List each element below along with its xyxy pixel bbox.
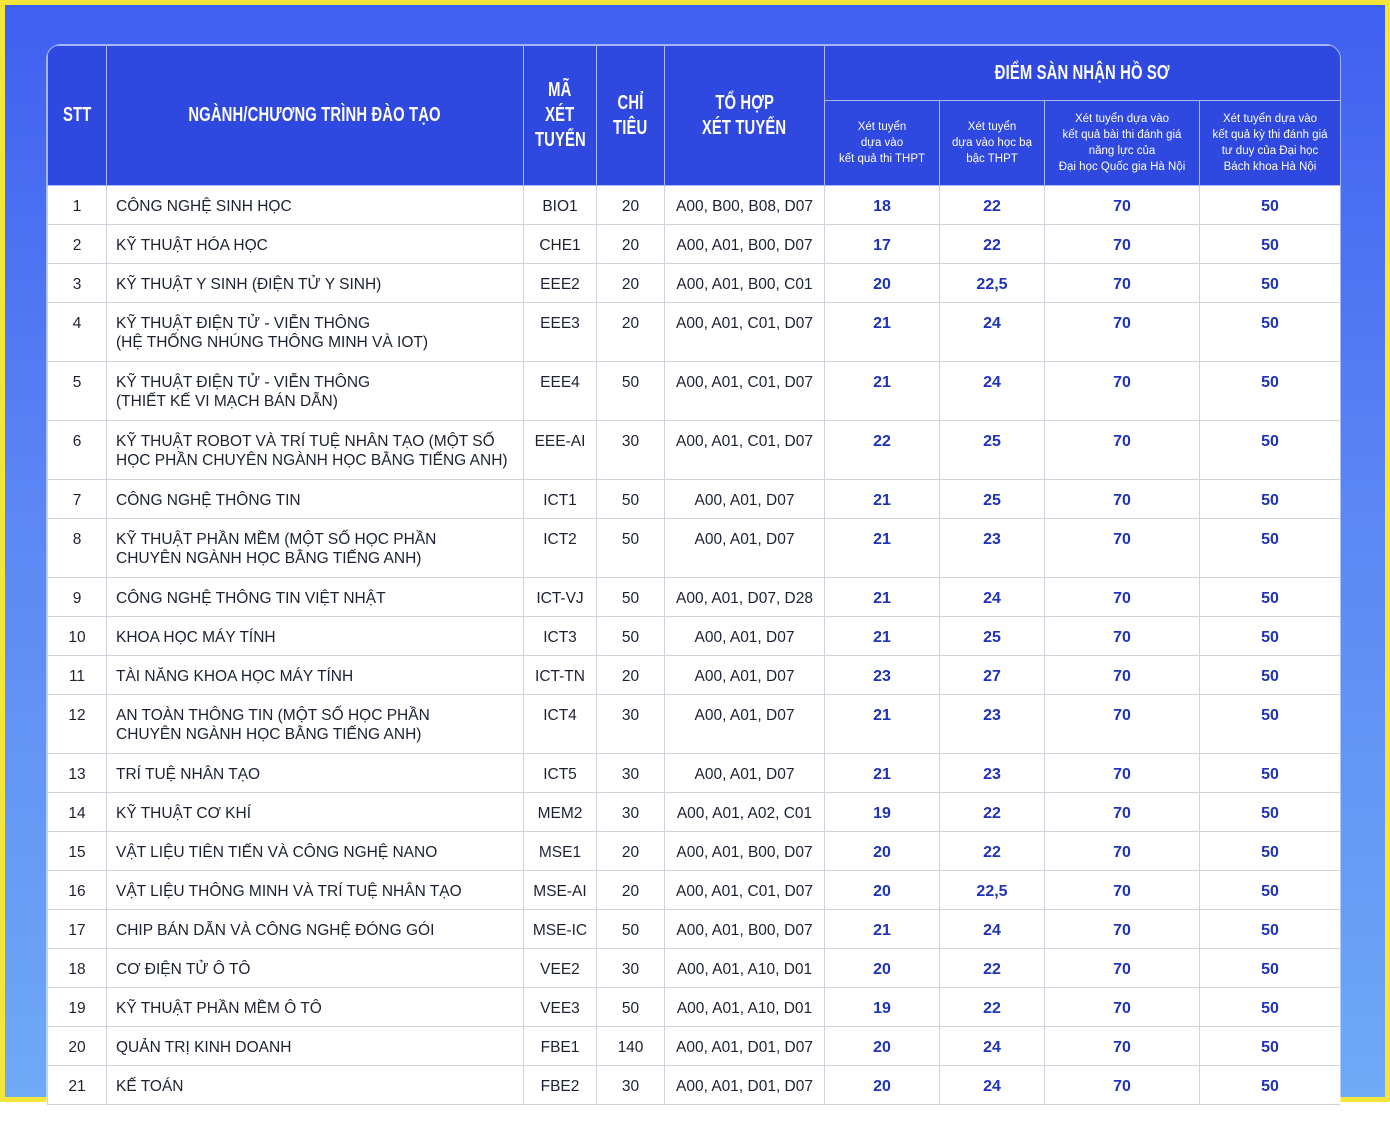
program-name-line: HỌC PHẦN CHUYÊN NGÀNH HỌC BẰNG TIẾNG ANH) (116, 452, 508, 469)
score-hocba-cell: 22 (940, 988, 1045, 1027)
score-dgtd-cell: 50 (1200, 617, 1341, 656)
score-thpt-cell: 20 (825, 832, 940, 871)
score-dgnl-cell: 70 (1045, 793, 1200, 832)
score-hocba-cell: 24 (940, 910, 1045, 949)
table-header (48, 46, 1341, 186)
combo-cell: A00, A01, D07 (665, 617, 825, 656)
program-name-line: QUẢN TRỊ KINH DOANH (116, 1039, 292, 1056)
program-name-cell (107, 421, 524, 480)
table-body (48, 186, 1341, 1105)
score-hocba-cell: 22 (940, 793, 1045, 832)
score-thpt-cell: 17 (825, 225, 940, 264)
quota-cell: 50 (597, 578, 665, 617)
table-row (48, 910, 1341, 949)
code-cell: ICT-VJ (524, 578, 597, 617)
stt-cell: 15 (48, 832, 107, 871)
score-thpt-cell: 21 (825, 910, 940, 949)
score-dgtd-cell: 50 (1200, 578, 1341, 617)
header-quota-line: CHỈ (617, 91, 644, 114)
program-name-line: KỸ THUẬT HÓA HỌC (116, 237, 268, 254)
score-hocba-cell: 25 (940, 617, 1045, 656)
header-sub-line: Xét tuyển (857, 121, 907, 133)
combo-cell: A00, A01, D07 (665, 656, 825, 695)
program-name-line: KỸ THUẬT ROBOT VÀ TRÍ TUỆ NHÂN TẠO (MỘT SỐ (116, 433, 495, 450)
score-dgnl-cell: 70 (1045, 617, 1200, 656)
combo-cell: A00, A01, B00, C01 (665, 264, 825, 303)
program-name-cell (107, 949, 524, 988)
score-dgtd-cell: 50 (1200, 793, 1341, 832)
quota-cell: 20 (597, 186, 665, 225)
program-name-cell (107, 264, 524, 303)
score-thpt-cell: 20 (825, 949, 940, 988)
code-cell: ICT2 (524, 519, 597, 578)
program-name-cell (107, 1066, 524, 1105)
score-hocba-cell: 22,5 (940, 264, 1045, 303)
quota-cell: 20 (597, 303, 665, 362)
stt-cell: 12 (48, 695, 107, 754)
score-thpt-cell: 21 (825, 754, 940, 793)
header-code-line: TUYỂN (534, 129, 586, 151)
header-sub-line: Đại học Quốc gia Hà Nội (1058, 161, 1186, 173)
program-name-cell (107, 362, 524, 421)
program-name-line: KỸ THUẬT ĐIỆN TỬ - VIỄN THÔNG (116, 374, 371, 391)
table-row (48, 793, 1341, 832)
score-hocba-cell: 25 (940, 421, 1045, 480)
score-thpt-cell: 19 (825, 793, 940, 832)
stt-cell: 4 (48, 303, 107, 362)
program-name-line: KỸ THUẬT Y SINH (ĐIỆN TỬ Y SINH) (116, 276, 382, 293)
score-dgnl-cell: 70 (1045, 754, 1200, 793)
program-name-cell (107, 832, 524, 871)
stt-cell: 10 (48, 617, 107, 656)
score-dgtd-cell: 50 (1200, 871, 1341, 910)
score-hocba-cell: 24 (940, 1027, 1045, 1066)
program-name-cell (107, 578, 524, 617)
header-sub-line: Bách khoa Hà Nội (1223, 161, 1317, 173)
header-code-line: XÉT (545, 104, 575, 126)
score-dgtd-cell: 50 (1200, 421, 1341, 480)
table-row (48, 421, 1341, 480)
program-name-line: CƠ ĐIỆN TỬ Ô TÔ (116, 961, 251, 978)
header-sub-line: kết quả thi THPT (838, 153, 926, 165)
score-hocba-cell: 25 (940, 480, 1045, 519)
score-dgnl-cell: 70 (1045, 519, 1200, 578)
quota-cell: 50 (597, 480, 665, 519)
score-hocba-cell: 22 (940, 949, 1045, 988)
header-sub-line: Xét tuyển dựa vào (1074, 113, 1169, 125)
score-dgnl-cell: 70 (1045, 362, 1200, 421)
score-dgnl-cell: 70 (1045, 421, 1200, 480)
score-dgnl-cell: 70 (1045, 264, 1200, 303)
header-stt-label: STT (62, 104, 92, 126)
program-name-cell (107, 225, 524, 264)
score-dgtd-cell: 50 (1200, 656, 1341, 695)
combo-cell: A00, B00, B08, D07 (665, 186, 825, 225)
program-name-line: TÀI NĂNG KHOA HỌC MÁY TÍNH (116, 668, 354, 685)
score-thpt-cell: 21 (825, 617, 940, 656)
score-dgnl-cell: 70 (1045, 480, 1200, 519)
admission-floor-score-table (47, 45, 1340, 1105)
table-row (48, 832, 1341, 871)
combo-cell: A00, A01, C01, D07 (665, 871, 825, 910)
score-dgnl-cell: 70 (1045, 832, 1200, 871)
score-hocba-cell: 22,5 (940, 871, 1045, 910)
combo-cell: A00, A01, A02, C01 (665, 793, 825, 832)
header-sub-dgnl (1045, 101, 1200, 186)
stt-cell: 9 (48, 578, 107, 617)
combo-cell: A00, A01, B00, D07 (665, 225, 825, 264)
admission-table-card (47, 45, 1340, 1145)
header-sub-line: dựa vào học bạ (952, 137, 1032, 149)
stt-cell: 19 (48, 988, 107, 1027)
score-thpt-cell: 20 (825, 871, 940, 910)
score-hocba-cell: 23 (940, 519, 1045, 578)
quota-cell: 20 (597, 871, 665, 910)
program-name-line: KỸ THUẬT CƠ KHÍ (116, 805, 252, 822)
program-name-cell (107, 1027, 524, 1066)
program-name-line: (HỆ THỐNG NHÚNG THÔNG MINH VÀ IOT) (116, 334, 429, 351)
code-cell: EEE3 (524, 303, 597, 362)
stt-cell: 11 (48, 656, 107, 695)
stt-cell: 3 (48, 264, 107, 303)
combo-cell: A00, A01, C01, D07 (665, 362, 825, 421)
table-row (48, 988, 1341, 1027)
program-name-line: AN TOÀN THÔNG TIN (MỘT SỐ HỌC PHẦN (116, 707, 430, 724)
score-hocba-cell: 22 (940, 186, 1045, 225)
program-name-line: CÔNG NGHỆ THÔNG TIN (116, 492, 301, 509)
header-sub-hocba (940, 101, 1045, 186)
score-thpt-cell: 22 (825, 421, 940, 480)
table-row (48, 949, 1341, 988)
score-dgnl-cell: 70 (1045, 695, 1200, 754)
score-dgnl-cell: 70 (1045, 949, 1200, 988)
combo-cell: A00, A01, D07 (665, 695, 825, 754)
program-name-cell (107, 519, 524, 578)
code-cell: ICT5 (524, 754, 597, 793)
score-dgnl-cell: 70 (1045, 910, 1200, 949)
table-row (48, 754, 1341, 793)
table-row (48, 264, 1341, 303)
program-name-cell (107, 754, 524, 793)
header-sub-line: Xét tuyển (967, 121, 1017, 133)
header-quota-line: TIÊU (613, 116, 648, 139)
header-sub-line: Xét tuyển dựa vào (1222, 113, 1317, 125)
program-name-line: CÔNG NGHỆ THÔNG TIN VIỆT NHẬT (116, 590, 386, 607)
score-dgnl-cell: 70 (1045, 578, 1200, 617)
header-sub-line: tư duy của Đại học (1221, 145, 1319, 157)
program-name-line: CHUYÊN NGÀNH HỌC BẰNG TIẾNG ANH) (116, 550, 422, 567)
score-thpt-cell: 19 (825, 988, 940, 1027)
code-cell: CHE1 (524, 225, 597, 264)
stt-cell: 7 (48, 480, 107, 519)
score-dgnl-cell: 70 (1045, 225, 1200, 264)
code-cell: VEE2 (524, 949, 597, 988)
header-quota (597, 46, 665, 186)
score-dgtd-cell: 50 (1200, 225, 1341, 264)
table-row (48, 303, 1341, 362)
score-dgnl-cell: 70 (1045, 186, 1200, 225)
header-program (107, 46, 524, 186)
score-hocba-cell: 22 (940, 832, 1045, 871)
combo-cell: A00, A01, B00, D07 (665, 832, 825, 871)
stt-cell: 5 (48, 362, 107, 421)
combo-cell: A00, A01, A10, D01 (665, 988, 825, 1027)
code-cell: VEE3 (524, 988, 597, 1027)
score-dgtd-cell: 50 (1200, 949, 1341, 988)
score-hocba-cell: 27 (940, 656, 1045, 695)
program-name-line: KHOA HỌC MÁY TÍNH (116, 629, 276, 646)
program-name-line: CÔNG NGHỆ SINH HỌC (116, 198, 292, 215)
table-row (48, 656, 1341, 695)
header-sub-line: kết quả kỳ thi đánh giá (1212, 129, 1328, 141)
quota-cell: 50 (597, 617, 665, 656)
header-combo-line: XÉT TUYỂN (702, 116, 787, 139)
table-row (48, 1066, 1341, 1105)
program-name-cell (107, 910, 524, 949)
program-name-cell (107, 793, 524, 832)
score-dgtd-cell: 50 (1200, 754, 1341, 793)
table-row (48, 871, 1341, 910)
score-thpt-cell: 23 (825, 656, 940, 695)
header-stt (48, 46, 107, 186)
quota-cell: 20 (597, 656, 665, 695)
header-floor-group (825, 46, 1341, 101)
quota-cell: 30 (597, 949, 665, 988)
stt-cell: 1 (48, 186, 107, 225)
combo-cell: A00, A01, D01, D07 (665, 1066, 825, 1105)
program-name-line: CHIP BÁN DẪN VÀ CÔNG NGHỆ ĐÓNG GÓI (116, 922, 435, 939)
score-hocba-cell: 24 (940, 1066, 1045, 1105)
score-hocba-cell: 24 (940, 578, 1045, 617)
score-dgnl-cell: 70 (1045, 1027, 1200, 1066)
code-cell: ICT-TN (524, 656, 597, 695)
score-dgtd-cell: 50 (1200, 362, 1341, 421)
quota-cell: 30 (597, 1066, 665, 1105)
stt-cell: 20 (48, 1027, 107, 1066)
stt-cell: 21 (48, 1066, 107, 1105)
stt-cell: 13 (48, 754, 107, 793)
table-row (48, 578, 1341, 617)
quota-cell: 30 (597, 793, 665, 832)
program-name-line: VẬT LIỆU THÔNG MINH VÀ TRÍ TUỆ NHÂN TẠO (116, 883, 462, 900)
table-row (48, 1027, 1341, 1066)
score-thpt-cell: 21 (825, 303, 940, 362)
code-cell: ICT3 (524, 617, 597, 656)
score-dgtd-cell: 50 (1200, 519, 1341, 578)
program-name-cell (107, 988, 524, 1027)
header-sub-line: bậc THPT (966, 153, 1018, 165)
combo-cell: A00, A01, D07 (665, 480, 825, 519)
score-thpt-cell: 21 (825, 578, 940, 617)
program-name-line: KỸ THUẬT PHẦN MỀM (MỘT SỐ HỌC PHẦN (116, 531, 437, 548)
quota-cell: 30 (597, 695, 665, 754)
code-cell: MSE-AI (524, 871, 597, 910)
program-name-cell (107, 656, 524, 695)
score-dgnl-cell: 70 (1045, 656, 1200, 695)
table-row (48, 186, 1341, 225)
table-row (48, 617, 1341, 656)
program-name-line: VẬT LIỆU TIÊN TIẾN VÀ CÔNG NGHỆ NANO (116, 844, 438, 861)
score-dgnl-cell: 70 (1045, 1066, 1200, 1105)
program-name-line: KỸ THUẬT PHẦN MỀM Ô TÔ (116, 1000, 322, 1017)
quota-cell: 30 (597, 754, 665, 793)
score-hocba-cell: 23 (940, 695, 1045, 754)
combo-cell: A00, A01, A10, D01 (665, 949, 825, 988)
score-dgtd-cell: 50 (1200, 186, 1341, 225)
quota-cell: 140 (597, 1027, 665, 1066)
header-combo (665, 46, 825, 186)
program-name-cell (107, 186, 524, 225)
quota-cell: 30 (597, 421, 665, 480)
score-hocba-cell: 24 (940, 362, 1045, 421)
score-hocba-cell: 23 (940, 754, 1045, 793)
stt-cell: 18 (48, 949, 107, 988)
combo-cell: A00, A01, D07 (665, 754, 825, 793)
score-dgtd-cell: 50 (1200, 1066, 1341, 1105)
code-cell: MSE1 (524, 832, 597, 871)
score-thpt-cell: 18 (825, 186, 940, 225)
stt-cell: 14 (48, 793, 107, 832)
combo-cell: A00, A01, C01, D07 (665, 303, 825, 362)
stt-cell: 8 (48, 519, 107, 578)
program-name-cell (107, 695, 524, 754)
quota-cell: 50 (597, 519, 665, 578)
quota-cell: 20 (597, 832, 665, 871)
score-thpt-cell: 21 (825, 362, 940, 421)
stt-cell: 6 (48, 421, 107, 480)
stt-cell: 17 (48, 910, 107, 949)
combo-cell: A00, A01, C01, D07 (665, 421, 825, 480)
score-dgtd-cell: 50 (1200, 480, 1341, 519)
score-dgnl-cell: 70 (1045, 303, 1200, 362)
program-name-cell (107, 303, 524, 362)
score-hocba-cell: 24 (940, 303, 1045, 362)
score-thpt-cell: 20 (825, 1066, 940, 1105)
program-name-cell (107, 480, 524, 519)
score-thpt-cell: 20 (825, 1027, 940, 1066)
score-thpt-cell: 21 (825, 519, 940, 578)
program-name-line: TRÍ TUỆ NHÂN TẠO (116, 766, 261, 783)
table-row (48, 480, 1341, 519)
score-hocba-cell: 22 (940, 225, 1045, 264)
code-cell: ICT1 (524, 480, 597, 519)
table-row (48, 225, 1341, 264)
header-program-label: NGÀNH/CHƯƠNG TRÌNH ĐÀO TẠO (188, 104, 442, 126)
program-name-line: (THIẾT KẾ VI MẠCH BÁN DẪN) (116, 393, 338, 410)
stt-cell: 16 (48, 871, 107, 910)
code-cell: MSE-IC (524, 910, 597, 949)
header-combo-line: TỔ HỢP (715, 91, 774, 114)
score-dgnl-cell: 70 (1045, 988, 1200, 1027)
score-thpt-cell: 21 (825, 695, 940, 754)
header-code-line: MÃ (548, 79, 572, 101)
quota-cell: 50 (597, 910, 665, 949)
header-floor-group-label: ĐIỂM SÀN NHẬN HỒ SƠ (995, 61, 1170, 84)
quota-cell: 20 (597, 225, 665, 264)
code-cell: MEM2 (524, 793, 597, 832)
program-name-cell (107, 871, 524, 910)
score-dgtd-cell: 50 (1200, 910, 1341, 949)
code-cell: ICT4 (524, 695, 597, 754)
combo-cell: A00, A01, D07, D28 (665, 578, 825, 617)
score-dgtd-cell: 50 (1200, 264, 1341, 303)
program-name-line: KỸ THUẬT ĐIỆN TỬ - VIỄN THÔNG (116, 315, 371, 332)
quota-cell: 50 (597, 362, 665, 421)
header-sub-dgtd (1200, 101, 1341, 186)
code-cell: BIO1 (524, 186, 597, 225)
score-dgtd-cell: 50 (1200, 695, 1341, 754)
code-cell: EEE-AI (524, 421, 597, 480)
program-name-line: KẾ TOÁN (116, 1078, 184, 1095)
header-code (524, 46, 597, 186)
quota-cell: 50 (597, 988, 665, 1027)
code-cell: EEE4 (524, 362, 597, 421)
header-sub-line: kết quả bài thi đánh giá (1062, 129, 1182, 141)
score-dgtd-cell: 50 (1200, 832, 1341, 871)
stt-cell: 2 (48, 225, 107, 264)
score-thpt-cell: 20 (825, 264, 940, 303)
table-row (48, 362, 1341, 421)
combo-cell: A00, A01, D01, D07 (665, 1027, 825, 1066)
header-sub-line: năng lực của (1088, 145, 1156, 157)
program-name-line: CHUYÊN NGÀNH HỌC BẰNG TIẾNG ANH) (116, 726, 422, 743)
score-dgtd-cell: 50 (1200, 1027, 1341, 1066)
code-cell: EEE2 (524, 264, 597, 303)
header-sub-thpt (825, 101, 940, 186)
combo-cell: A00, A01, D07 (665, 519, 825, 578)
code-cell: FBE1 (524, 1027, 597, 1066)
table-row (48, 695, 1341, 754)
score-dgtd-cell: 50 (1200, 303, 1341, 362)
program-name-cell (107, 617, 524, 656)
code-cell: FBE2 (524, 1066, 597, 1105)
combo-cell: A00, A01, B00, D07 (665, 910, 825, 949)
score-dgnl-cell: 70 (1045, 871, 1200, 910)
header-sub-line: dựa vào (860, 137, 904, 149)
quota-cell: 20 (597, 264, 665, 303)
score-dgtd-cell: 50 (1200, 988, 1341, 1027)
table-row (48, 519, 1341, 578)
score-thpt-cell: 21 (825, 480, 940, 519)
